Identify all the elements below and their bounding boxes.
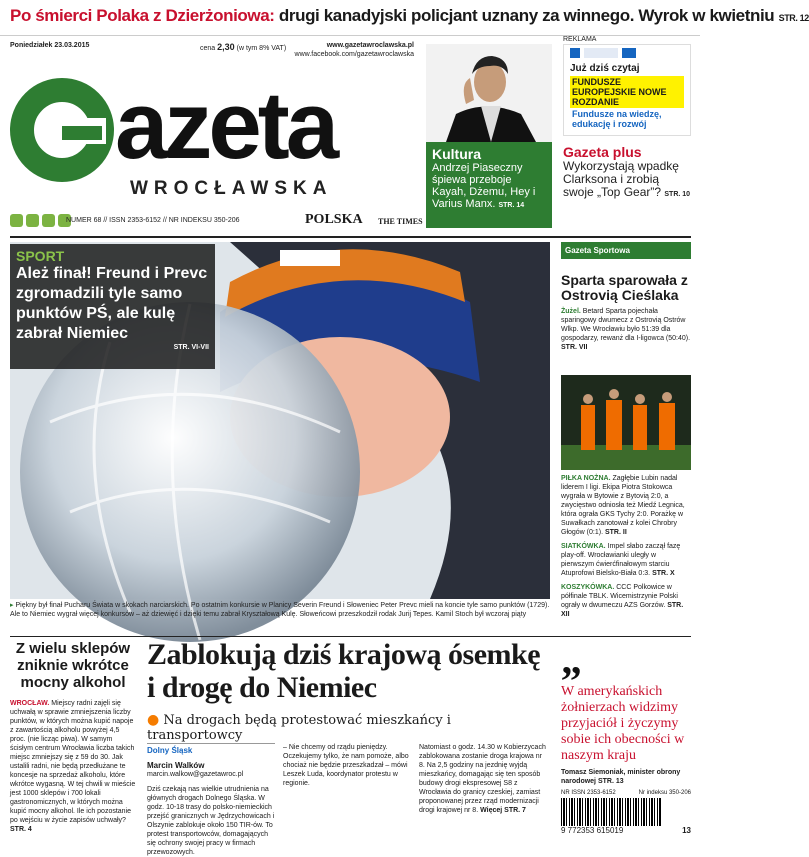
times-logo: THE TIMES: [378, 217, 423, 226]
ad-label: REKLAMA: [563, 36, 597, 43]
main-col2: – Nie chcemy od rządu pieniędzy. Oczekujemy tylko, że nam pomoże, albo chociaż nie będzie przeszkadzał – mówi Leszek Luda, koordynator protestu w regionie.: [283, 744, 409, 787]
main-headline[interactable]: Zablokują dziś krajową ósemkę i drogę do Niemiec: [147, 638, 541, 704]
sidebar-item-football[interactable]: PIŁKA NOŻNA. Zagłębie Lubin nadal liderem I ligi. Ekipa Piotra Stokowca wygrała w Bytowie z Bytovią 2:0, a zwycięstwo odniosła też Miedź Legnica, która ograła GKS Tychy 2:0. Porażkę w Suwałkach zanotował z kolei Chrobry Głogów (0:1). STR. II: [561, 475, 685, 536]
alcohol-headline[interactable]: Z wielu sklepów zniknie wkrótce mocny alkohol: [15, 640, 131, 691]
caption-bullet-icon: ▸: [10, 602, 14, 609]
kultura-teaser[interactable]: [426, 142, 552, 228]
barcode-bars-icon: [561, 798, 661, 826]
sidebar-item-speedway[interactable]: Żużel. Betard Sparta pojechała sparingowy dwumecz z Ostrovią Ostrów Wlkp. We Wrocławiu było 51:39 dla gospodarzy, rewanż dla I-ligowca (50:40). STR. VII: [561, 308, 691, 351]
football-photo: [561, 375, 691, 470]
alcohol-story[interactable]: [10, 640, 136, 834]
logo-word: azeta: [115, 72, 336, 179]
main-email[interactable]: marcin.walkow@gazetawroc.pl: [147, 771, 244, 778]
sport-title: SPORT: [16, 248, 65, 264]
sport-body: Ależ finał! Freund i Prevc zgromadzili tyle samo punktów PŚ, ale kulę zabrał Niemiec: [16, 265, 208, 342]
eu-funds-ad[interactable]: [563, 44, 691, 136]
main-author: Marcin Walków: [147, 761, 205, 770]
plus-body: Wykorzystają wpadkę Clarksona i zrobią swoje „Top Gear”? STR. 10: [563, 159, 691, 199]
ad-title: Już dziś czytaj: [570, 63, 640, 74]
quote-box[interactable]: [561, 637, 691, 786]
sidebar-headline[interactable]: Sparta sparowała z Ostrovią Cieślaka: [561, 272, 688, 303]
bottom-divider: [10, 636, 691, 637]
polska-logo: POLSKA: [305, 212, 363, 227]
kultura-photo[interactable]: [426, 44, 552, 142]
sidebar-item-volleyball[interactable]: SIATKÓWKA. Impel słabo zaczął fazę play-off. Wrocławianki uległy w pierwszym ćwierćfinałowym starciu Atuprofowi Bielsko-Biała 0:3. STR. X: [561, 543, 681, 577]
main-col3: Natomiast o godz. 14.30 w Kobierzycach zablokowana zostanie droga krajowa nr 8. Na 2,5 godziny na jezdnię wyjdą mieszkańcy, domagając się ten sposób budowy drogi ekspresowej S8 z Wrocławia do granicy czeskiej, zamiast proponowanej przez rząd modernizacji drogi krajowej nr 8. Więcej STR. 7: [419, 744, 546, 814]
barcode: [561, 790, 691, 837]
ministry-logo-icon: [584, 48, 618, 58]
sport-sidebar-lower[interactable]: [561, 474, 691, 624]
app-icons: [10, 214, 71, 227]
barcode-number: 9 772353 615019 13: [561, 826, 691, 835]
logo-g-mark: [10, 78, 130, 178]
sport-caption: ▸ Piękny był finał Pucharu Świata w skokach narciarskich. Po ostatnim konkursie w Planicy Severin Freund i Słoweniec Peter Prevc mieli na koncie tyle samo punktów (1729). Ale to Niemiec wygrał więcej konkursów – aż dziewięć i dzięki temu zabrał Kryształową Kulę. Słoweńcowi przeszkodził rodak Jurij Tepes. Kamil Stoch był wczoraj piąty: [10, 602, 550, 618]
kultura-title: Kultura: [432, 146, 481, 162]
top-headline-bar[interactable]: [0, 0, 809, 36]
alcohol-body: WROCŁAW. Miejscy radni zajęli się uchwałą w sprawie zmniejszenia liczby punktów, w których można kupić napoje z zawartością alkoholu powyżej 4,5 proc. (nie licząc piwa). W samym ścisłym centrum Wrocławia liczba takich miejsc zmniejszy się z 59 do 30. Jak ustalili radni, nie będą przedłużane te koncesje na sprzedaż alkoholu, które wkrótce wygasną. W tej chwili w mieście jest 1000 sklepów i 700 lokali gastronomicznych, w których można kupić mocny alkohol. Ile ich pozostanie po wejściu w życie zapisów uchwały? STR. 4: [10, 700, 136, 833]
ad-body: FUNDUSZE EUROPEJSKIE NOWE ROZDANIE: [570, 76, 684, 108]
web-icon: [42, 214, 55, 227]
website-link[interactable]: www.gazetawroclawska.pl: [326, 42, 414, 49]
sport-teaser[interactable]: [10, 244, 215, 369]
date: Poniedziałek 23.03.2015: [10, 42, 90, 49]
phone-icon: [26, 214, 39, 227]
barcode-codes: NR ISSN 2353-6152 Nr indeksu 350-206: [561, 790, 691, 796]
sidebar-item-basketball[interactable]: KOSZYKÓWKA. CCC Polkowice w półfinale TBLK. Wicemistrzynie Polski ograły w dwumeczu AZS Gorzów. STR. XII: [561, 584, 684, 618]
sidebar-label: Gazeta Sportowa: [561, 242, 691, 259]
quote-mark-icon: „: [561, 637, 582, 683]
main-lead: ● Na drogach będą protestować mieszkańcy i transportowcy: [147, 712, 451, 743]
price: cena 2,30 (w tym 8% VAT): [200, 42, 287, 52]
ad-logos: [564, 45, 690, 61]
tablet-icon: [10, 214, 23, 227]
singer-photo: [426, 44, 552, 142]
ad-body2: Fundusze na wiedzę, edukację i rozwój: [572, 109, 662, 129]
facebook-link[interactable]: www.facebook.com/gazetawroclawska: [294, 51, 414, 58]
main-col1: Dziś czekają nas wielkie utrudnienia na głównych drogach Dolnego Śląska. W godz. 10-18 trasy do polsko-niemieckich przejść granicznych w Jędrzychowicach i Olszynie zablokuje około 150 TIR-ów. To protest transportowców, domagających się ochrony swojej pracy w firmach przewozowych.: [147, 786, 275, 856]
lead-bullet-icon: ●: [147, 712, 160, 728]
plus-title: Gazeta plus: [563, 144, 642, 160]
football-players-photo: [561, 375, 691, 470]
sport-sidebar[interactable]: [561, 242, 691, 357]
logo[interactable]: [10, 72, 405, 208]
section-divider: [10, 236, 691, 238]
logo-subtitle: WROCŁAWSKA: [130, 178, 333, 199]
kultura-body: Andrzej Piaseczny śpiewa przeboje Kayah, Dżemu, Hey i Varius Manx. STR. 14: [432, 162, 536, 210]
main-tag: Dolny Śląsk: [147, 743, 275, 755]
quote-author: Tomasz Siemoniak, minister obrony narodowej STR. 13: [561, 769, 681, 785]
main-story[interactable]: [147, 638, 547, 856]
sport-page: STR. VI-VII: [173, 344, 209, 351]
gazeta-plus-teaser[interactable]: [563, 144, 691, 228]
quote-body: W amerykańskich żołnierzach widzimy przyjaciół i życzymy sobie ich obecności w naszym kraju: [561, 684, 685, 763]
issue-info: NUMER 68 // ISSN 2353-6152 // NR INDEKSU 350-206: [66, 217, 240, 224]
eu-flag-icon: [570, 48, 580, 58]
eu-star-icon: [622, 48, 636, 58]
top-headline[interactable]: Po śmierci Polaka z Dzierżoniowa: drugi kanadyjski policjant uznany za winnego. Wyrok w kwietniu STR. 12: [10, 6, 809, 25]
